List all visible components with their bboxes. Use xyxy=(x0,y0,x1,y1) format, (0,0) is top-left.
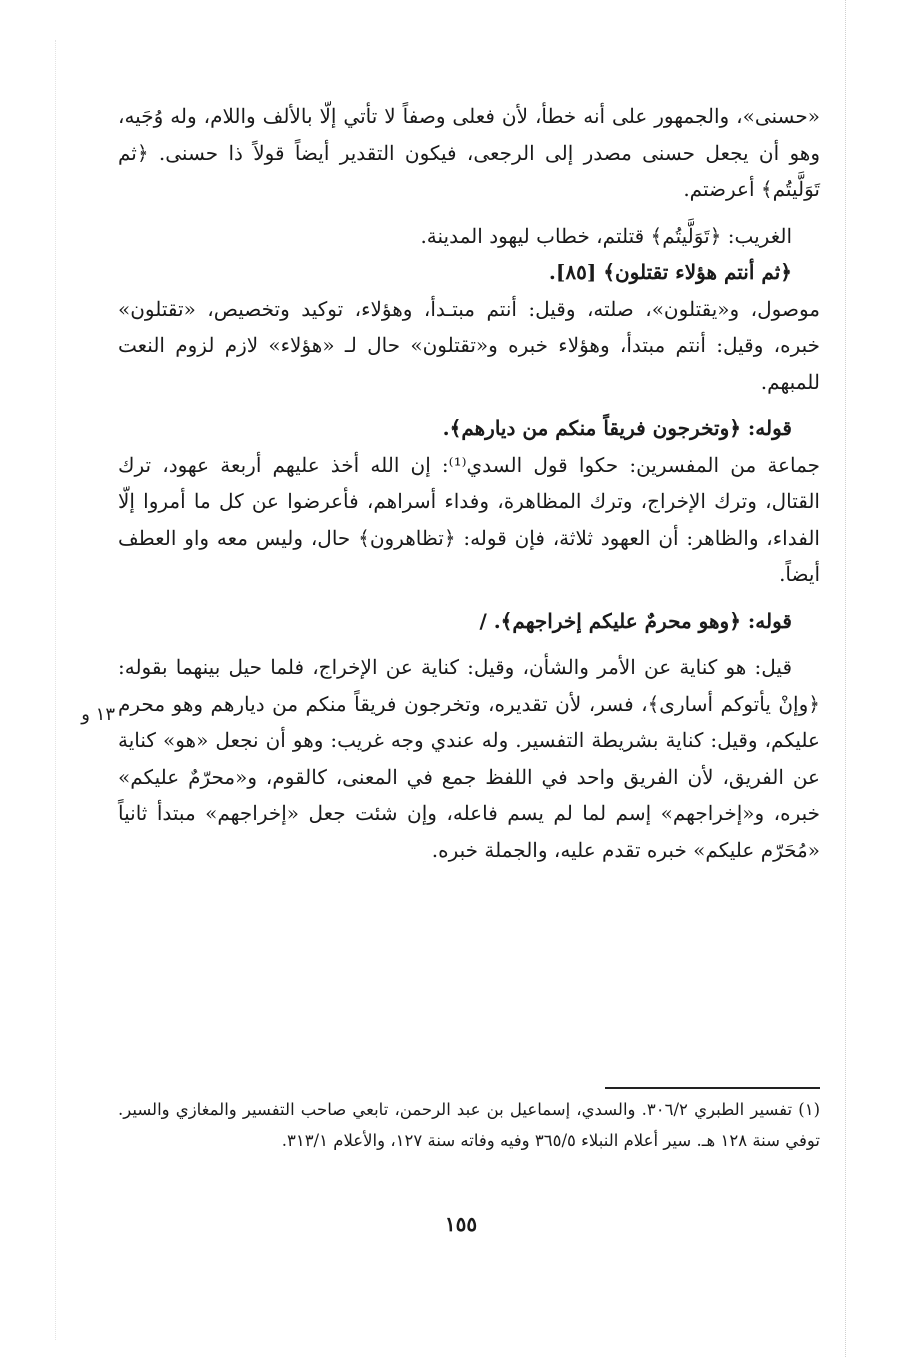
paragraph-gharib: الغريب: ﴿تَوَلَّيتُم﴾ قتلتم، خطاب ليهود المدينة. xyxy=(420,223,792,248)
footnote-1: (١) تفسير الطبري ٣٠٦/٢. والسدي، إسماعيل بن عبد الرحمن، تابعي صاحب التفسير والمغازي والسير. توفي سنة ١٢٨ هـ. سير أعلام النبلاء ٣٦٥/٥ وفيه وفاته سنة ١٢٧، والأعلام ٣١٣/١. xyxy=(118,1100,820,1150)
footnote-separator xyxy=(605,1087,820,1089)
verse-heading-muharram: قوله: ﴿وهو محرمٌ عليكم إخراجهم﴾. / xyxy=(479,608,792,633)
verse-heading-tukhrijun: قوله: ﴿وتخرجون فريقاً منكم من ديارهم﴾. xyxy=(442,416,792,440)
footnotes xyxy=(118,1094,820,1156)
scan-edge-dotted-line xyxy=(845,0,846,1357)
paragraph-continuation: «حسنى»، والجمهور على أنه خطأ، لأن فعلى وصفاً لا تأتي إلّا بالألف واللام، وله وُجَيه، وهو أن يجعل حسنى مصدر إلى الرجعى، فيكون التقدير أيضاً قولاً ذا حسنى. ﴿ثم تَوَلَّيتُم﴾ أعرضتم. xyxy=(118,104,820,201)
page-number: ١٥٥ xyxy=(444,1212,478,1236)
margin-folio-note: ١٣ و xyxy=(81,704,115,725)
paragraph-mufassirin: جماعة من المفسرين: حكوا قول السدي⁽¹⁾: إن الله أخذ عليهم أربعة عهود، ترك القتال، وترك الإخراج، وترك المظاهرة، وفداء أسراهم، فأعرضوا عن كل ما أمروا إلّا الفداء، والظاهر: أن العهود ثلاثة، فإن قوله: ﴿تظاهرون﴾ حال، وليس معه واو العطف أيضاً. xyxy=(118,452,820,586)
paragraph-kinaya: قيل: هو كناية عن الأمر والشأن، وقيل: كناية عن الإخراج، فلما حيل بينهما بقوله: ﴿وإنْ يأتوكم أسارى﴾، فسر، لأن تقديره، وتخرجون فريقاً منكم من ديارهم وهو محرم عليكم، وقيل: كناية بشريطة التفسير. وله عندي وجه غريب: وهو أن نجعل «هو» كناية عن الفريق، لأن الفريق واحد في اللفظ جمع في المعنى، كالقوم، و«محرّمٌ عليكم» خبره، و«إخراجهم» إسم لما لم يسم فاعله، وإن شئت جعل «إخراجهم» مبتدأ ثانياً «مُحَرّم عليكم» خبره تقدم عليه، والجملة خبره. xyxy=(118,655,820,862)
paragraph-grammar: موصول، و«يقتلون»، صلته، وقيل: أنتم مبتـدأ، وهؤلاء، توكيد وتخصيص، «تقتلون» خبره، وقيل: أنتم مبتدأ، وهؤلاء خبره و«تقتلون» حال لـ «هؤلاء» لازم لزوم النعت للمبهم. xyxy=(118,296,820,394)
verse-heading-85: ﴿ثم أنتم هؤلاء تقتلون﴾ [٨٥]. xyxy=(548,260,792,284)
scan-edge-dotted-line-left xyxy=(55,40,56,1340)
main-text xyxy=(118,98,820,868)
